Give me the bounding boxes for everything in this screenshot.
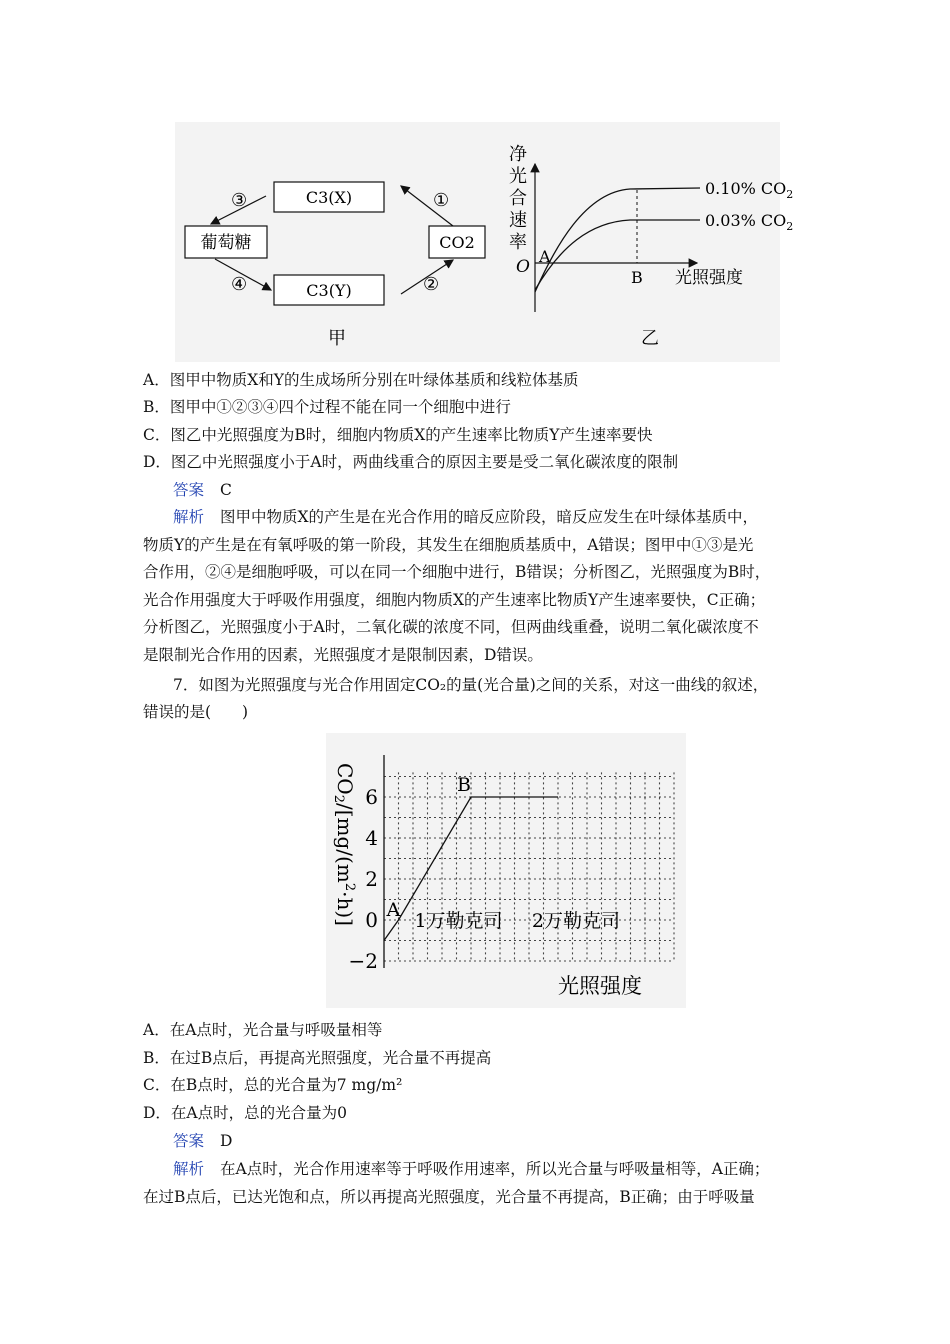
c2-ytick: 6 [365,785,378,809]
q7-answer-label: 答案 [173,1132,205,1150]
box-c3x-label: C3(X) [305,188,353,207]
q7-analysis-label: 解析 [173,1160,205,1178]
q6-analysis-line-6: 是限制光合作用的因素，光照强度才是限制因素，D错误。 [143,646,543,664]
q7-option-b: B．在过B点后，再提高光照强度，光合量不再提高 [143,1049,492,1067]
caption-yi: 乙 [641,328,659,349]
q7-analysis-line-2: 在过B点后，已达光饱和点，所以再提高光照强度，光合量不再提高，B正确；由于呼吸量 [143,1188,755,1206]
q7-option-a: A．在A点时，光合量与呼吸量相等 [143,1021,383,1039]
chart-yi [509,144,793,349]
q7-stem-line-2: 错误的是( ) [143,703,249,721]
step-4: ④ [231,274,248,295]
q6-option-b: B．图甲中①②③④四个过程不能在同一个细胞中进行 [143,398,511,416]
yi-point-b: B [631,268,643,287]
q6-answer-label: 答案 [173,481,205,499]
caption-jia: 甲 [328,328,346,349]
diagram-jia [185,182,485,349]
yi-ylabel-1: 净 [509,144,527,165]
box-c3y-label: C3(Y) [306,281,352,300]
q6-answer [173,480,853,500]
c2-point-b: B [457,774,471,796]
series-010-label: 0.10% $CO_2$ [705,179,794,201]
figure-co2-light [326,733,686,1008]
c2-ytick: 0 [365,908,378,932]
q7-option-c: C．在B点时，总的光合量为7 mg/m² [143,1076,403,1094]
figure-photosynthesis [175,122,794,362]
box-co2-label: CO2 [439,233,475,252]
c2-ytick: 4 [365,826,378,850]
step-1: ① [433,190,450,211]
q6-analysis-line-4: 光合作用强度大于呼吸作用强度，细胞内物质X的产生速率比物质Y产生速率要快，C正确； [143,591,766,609]
c2-point-a: A [386,899,401,921]
q7-option-d: D．在A点时，总的光合量为0 [143,1104,347,1122]
yi-point-a: A [539,247,551,266]
q7-stem-line-1: 7．如图为光照强度与光合作用固定CO₂的量(光合量)之间的关系，对这一曲线的叙述， [173,676,769,694]
q6-answer-value: C [220,481,232,499]
step-2: ② [423,274,440,295]
q6-option-a: A．图甲中物质X和Y的生成场所分别在叶绿体基质和线粒体基质 [143,371,579,389]
yi-ylabel-4: 速 [509,210,527,231]
c2-annotation-1: 1万勒克司 [414,910,503,932]
yi-xlabel: 光照强度 [675,268,743,288]
q6-analysis-line-3: 合作用，②④是细胞呼吸，可以在同一个细胞中进行，B错误；分析图乙，光照强度为B时， [143,563,771,581]
chart-co2-light [326,733,686,1008]
q6-analysis-label: 解析 [173,508,205,526]
q6-analysis-line-5: 分析图乙，光照强度小于A时，二氧化碳的浓度不同，但两曲线重叠，说明二氧化碳浓度不 [143,618,759,636]
yi-origin: O [516,257,530,277]
yi-ylabel-5: 率 [509,232,527,253]
c2-xlabel: 光照强度 [558,974,642,998]
q6-option-c: C．图乙中光照强度为B时，细胞内物质X的产生速率比物质Y产生速率要快 [143,426,653,444]
q7-answer-value: D [220,1132,233,1150]
c2-annotation-2: 2万勒克司 [531,910,620,932]
q6-option-d: D．图乙中光照强度小于A时，两曲线重合的原因主要是受二氧化碳浓度的限制 [143,453,679,471]
yi-ylabel-3: 合 [509,188,527,209]
c2-ytick: −2 [348,949,378,973]
series-003-label: 0.03% $CO_2$ [705,211,794,233]
yi-ylabel-2: 光 [509,166,527,187]
step-3: ③ [231,190,248,211]
figure-1-svg [175,122,794,362]
c2-ylabel: $CO2/[mg/(m^2\cdot h)]$ [331,763,357,926]
c2-ytick: 2 [365,867,378,891]
box-glucose-label: 葡萄糖 [200,233,252,253]
q7-analysis-line-1: 解析 在A点时，光合作用速率等于呼吸作用速率，所以光合量与呼吸量相等，A正确； [173,1160,770,1178]
q6-analysis-line-1: 解析 图甲中物质X的产生是在光合作用的暗反应阶段，暗反应发生在叶绿体基质中， [173,508,759,526]
q6-analysis-line-2: 物质Y的产生是在有氧呼吸的第一阶段，其发生在细胞质基质中，A错误；图甲中①③是光 [143,536,754,554]
q7-answer [173,1131,853,1151]
